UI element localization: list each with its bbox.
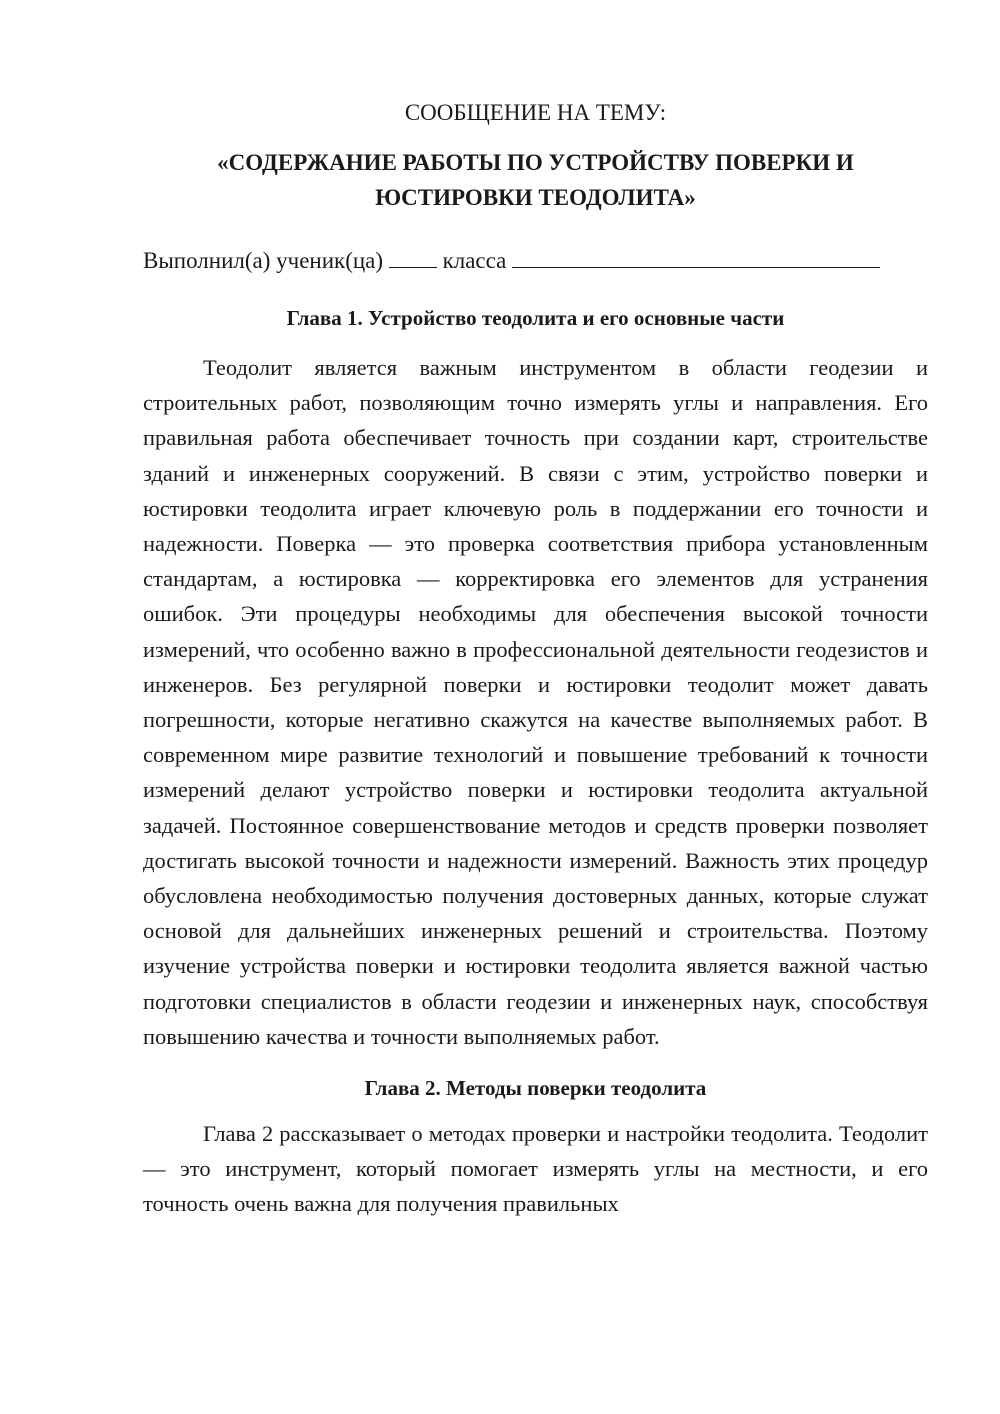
document-page [143,88,928,1222]
chapter-2-paragraph: Глава 2 рассказывает о методах проверки и настройки теодолита. Теодолит — это инструмент, который помогает измерять углы на местности, и его точность очень важна для получения правильных [143,1121,928,1217]
class-word: класса [442,248,507,273]
chapter-1-heading: Глава 1. Устройство теодолита и его основные части [286,306,785,330]
performer-line [143,246,928,276]
chapter-2-heading: Глава 2. Методы поверки теодолита [364,1076,707,1101]
performer-prefix: Выполнил(а) ученик(ца) [143,248,384,273]
student-name-blank[interactable] [512,247,880,268]
chapter-1-paragraph: Теодолит является важным инструментом в области геодезии и строительных работ, позволяющим точно измерять углы и направления. Его правильная работа обеспечивает точность при создании карт, строительстве зданий и инженерных сооружений. В связи с этим, устройство поверки и юстировки теодолита играет ключевую роль в поддержании его точности и надежности. Поверка — это проверка соответствия прибора установленным стандартам, а юстировка — корректировка его элементов для устранения ошибок. Эти процедуры необходимы для обеспечения высокой точности измерений, что особенно важно в профессиональной деятельности геодезистов и инженеров. Без регулярной поверки и юстировки теодолит может давать погрешности, которые негативно скажутся на качестве выполняемых работ. В современном мире развитие технологий и повышение требований к точности измерений делают устройство поверки и юстировки теодолита актуальной задачей. Постоянное совершенствование методов и средств проверки позволяет достигать высокой точности и надежности измерений. Важность этих процедур обусловлена необходимостью получения достоверных данных, которые служат основой для дальнейших инженерных решений и строительства. Поэтому изучение устройства поверки и юстировки теодолита является важной частью подготовки специалистов в области геодезии и инженерных наук, способствуя повышению качества и точности выполняемых работ. [143,355,928,1049]
class-number-blank[interactable] [389,247,437,268]
topic-title: «СОДЕРЖАНИЕ РАБОТЫ ПО УСТРОЙСТВУ ПОВЕРКИ И ЮСТИРОВКИ ТЕОДОЛИТА» [217,150,854,210]
topic-label: СООБЩЕНИЕ НА ТЕМУ: [404,100,667,125]
